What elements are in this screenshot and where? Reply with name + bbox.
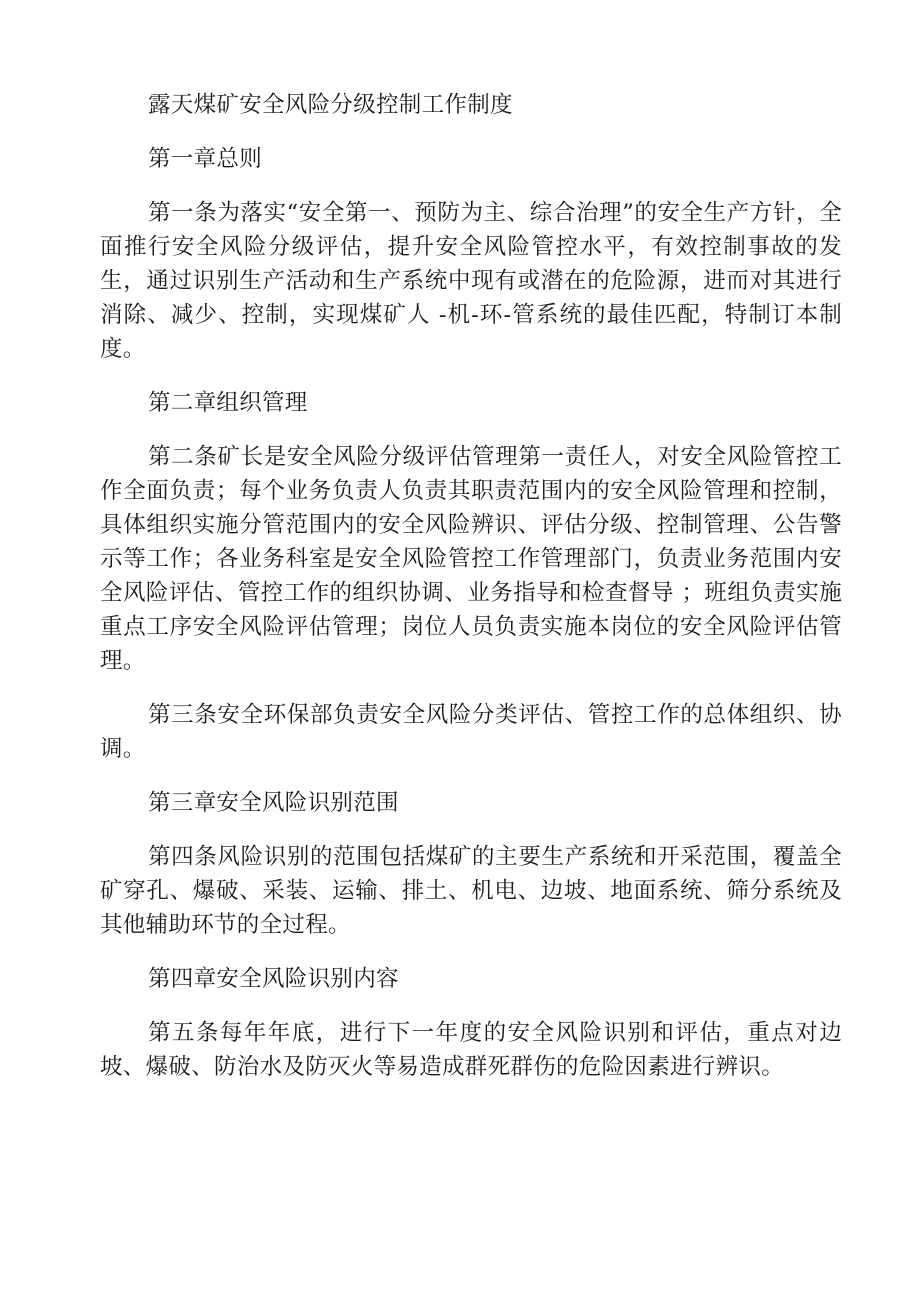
article-4-paragraph: 第四条风险识别的范围包括煤矿的主要生产系统和开采范围，覆盖全矿穿孔、爆破、采装、运输、排土、机电、边坡、地面系统、筛分系统及其他辅助环节的全过程。 — [100, 844, 842, 938]
article-3-paragraph: 第三条安全环保部负责安全风险分类评估、管控工作的总体组织、协调。 — [100, 702, 842, 762]
chapter-4-heading: 第四章安全风险识别内容 — [148, 966, 399, 992]
chapter-3-heading: 第三章安全风险识别范围 — [148, 790, 399, 816]
article-2-paragraph: 第二条矿长是安全风险分级评估管理第一责任人，对安全风险管控工作全面负责；每个业务负责人负责其职责范围内的安全风险管理和控制，具体组织实施分管范围内的安全风险辨识、评估分级、控制管理、公告警示等工作；各业务科室是安全风险管控工作管理部门，负责业务范围内安全风险评估、管控工作的组织协调、业务指导和检查督导 ；班组负责实施重点工序安全风险评估管理；岗位人员负责实施本岗位的安全风险评估管理。 — [100, 444, 842, 674]
document-title: 露天煤矿安全风险分级控制工作制度 — [148, 92, 513, 118]
document-body — [100, 88, 842, 1104]
chapter-1-heading: 第一章总则 — [148, 146, 263, 172]
article-5-paragraph: 第五条每年年底，进行下一年度的安全风险识别和评估，重点对边坡、爆破、防治水及防灭火等易造成群死群伤的危险因素进行辨识。 — [100, 1020, 842, 1080]
article-1-paragraph: 第一条为落实“安全第一、预防为主、综合治理”的安全生产方针，全面推行安全风险分级评估，提升安全风险管控水平，有效控制事故的发生，通过识别生产活动和生产系统中现有或潜在的危险源，进而对其进行消除、减少、控制，实现煤矿人 -机-环-管系统的最佳匹配，特制订本制度。 — [100, 200, 842, 362]
chapter-2-heading: 第二章组织管理 — [148, 390, 308, 416]
